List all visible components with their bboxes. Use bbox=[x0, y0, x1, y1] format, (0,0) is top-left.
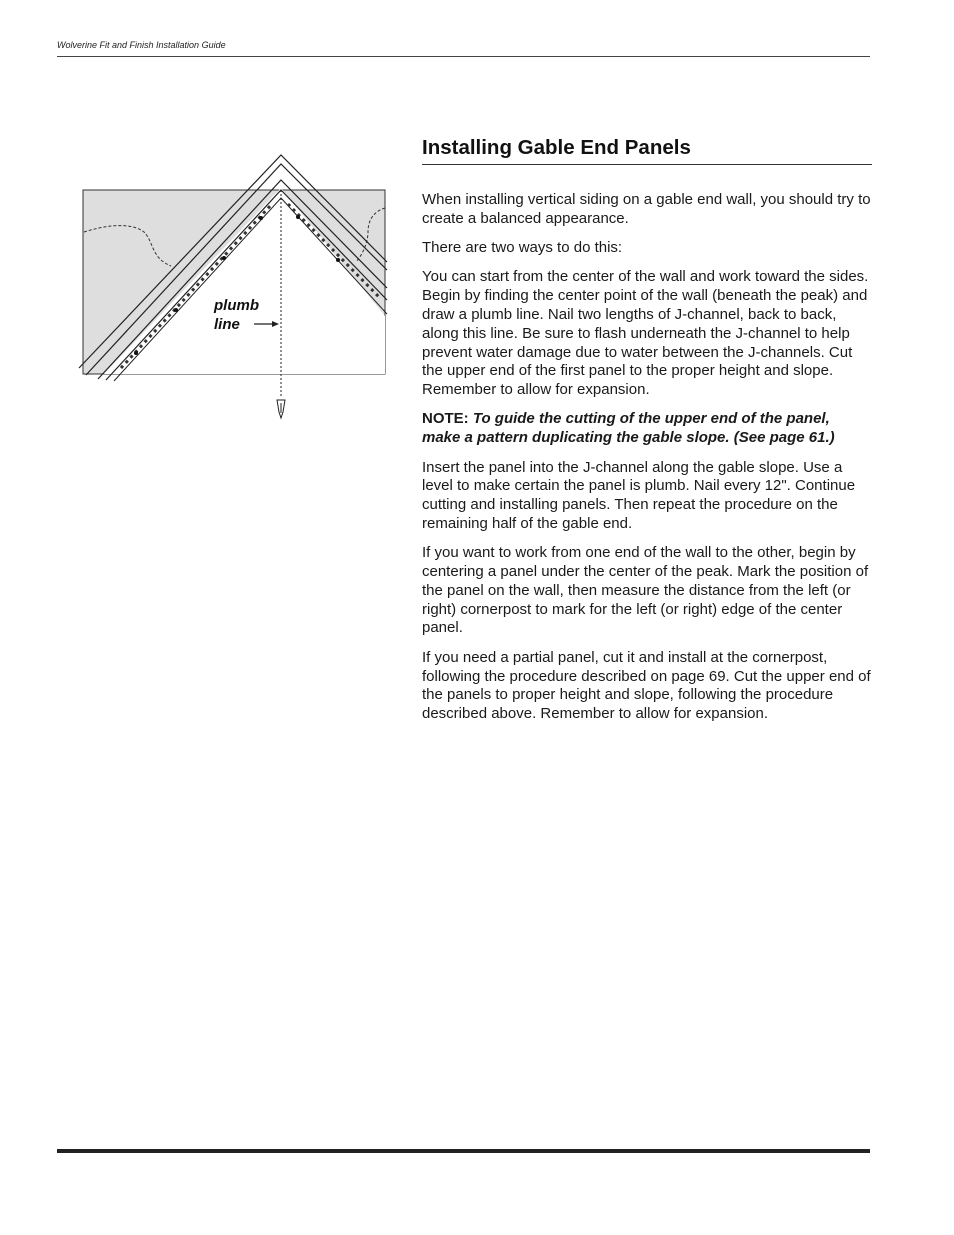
body-text bbox=[422, 191, 872, 724]
gable-figure bbox=[76, 150, 396, 420]
running-header: Wolverine Fit and Finish Installation Guide bbox=[57, 40, 226, 50]
note-label: NOTE: bbox=[422, 410, 469, 428]
gable-illustration bbox=[76, 150, 396, 420]
label-line-2: line bbox=[214, 316, 240, 333]
main-content bbox=[422, 136, 872, 734]
plumb-line-label bbox=[214, 296, 259, 334]
section-title: Installing Gable End Panels bbox=[422, 136, 872, 165]
label-line-1: plumb bbox=[214, 297, 259, 314]
header-rule bbox=[57, 56, 870, 57]
note bbox=[422, 410, 872, 448]
paragraph: Insert the panel into the J-channel along the gable slope. Use a level to make certain the panel is plumb. Nail every 12". Continue cutting and installing panels. Then repeat the procedure on the remaining half of the gable end. bbox=[422, 458, 856, 532]
paragraph: You can start from the center of the wall and work toward the sides. Begin by finding the center point of the wall (beneath the peak) and draw a plumb line. Nail two lengths of J-channel, back to back, along this line. Be sure to flash underneath the J-channel to help prevent water damage due to water between the J-channels. Cut the upper end of the first panel to the proper height and slope. Remember to allow for expansion. bbox=[422, 268, 869, 399]
paragraph: When installing vertical siding on a gable end wall, you should try to create a balanced appearance. bbox=[422, 191, 871, 227]
footer-rule bbox=[57, 1149, 870, 1153]
paragraph: If you want to work from one end of the wall to the other, begin by centering a panel under the center of the peak. Mark the position of the panel on the wall, then measure the distance from the left (or right) cornerpost to mark for the left (or right) edge of the center panel. bbox=[422, 544, 869, 637]
paragraph: If you need a partial panel, cut it and install at the cornerpost, following the procedure described on page 69. Cut the upper end of the panels to proper height and slope, following the procedure described above. Remember to allow for expansion. bbox=[422, 648, 871, 723]
paragraph: There are two ways to do this: bbox=[422, 239, 623, 257]
note-text: To guide the cutting of the upper end of the panel, make a pattern duplicating the gable slope. (See page 61.) bbox=[422, 410, 835, 447]
